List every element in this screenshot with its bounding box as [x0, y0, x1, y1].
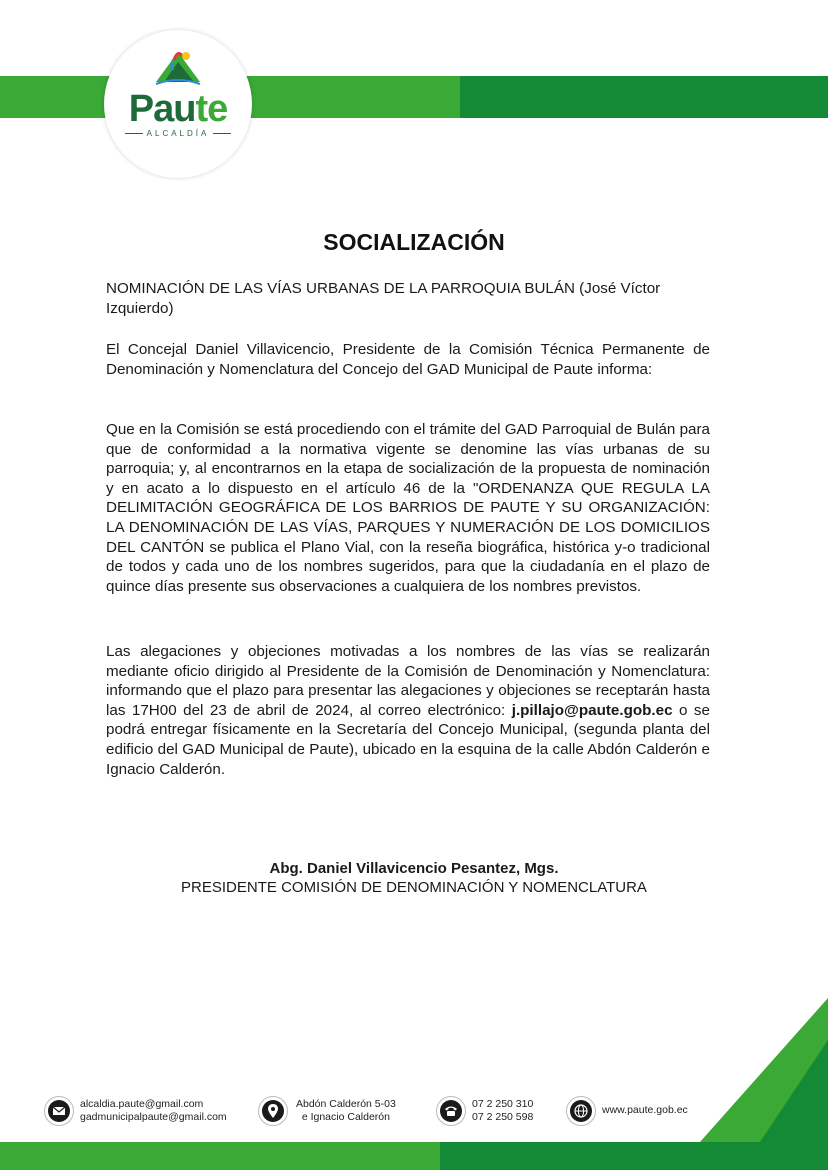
- mail-icon: [44, 1096, 74, 1126]
- logo-subtitle: ALCALDÍA: [104, 129, 252, 138]
- footer-phone-1[interactable]: 07 2 250 310: [472, 1098, 534, 1110]
- footer-address-1: Abdón Calderón 5-03: [296, 1098, 396, 1110]
- paragraph-intro: El Concejal Daniel Villavicencio, Presidente de la Comisión Técnica Permanente de Denominación y Nomenclatura del Concejo del GAD Municipal de Paute informa:: [106, 341, 710, 378]
- header-band-dark: [460, 76, 828, 118]
- phone-icon: [436, 1096, 466, 1126]
- footer-email-2[interactable]: gadmunicipalpaute@gmail.com: [80, 1111, 227, 1123]
- footer-phone-text: [472, 1098, 533, 1124]
- footer-address-text: [296, 1098, 396, 1124]
- instructions-text-b: o se podrá entregar físicamente en la Secretaría del Concejo Municipal, (segunda planta del edificio del GAD Municipal de Paute), ubicado en la esquina de la calle Abdón Calderón e Ignacio Calderón.: [106, 701, 710, 778]
- paute-logo: [104, 30, 252, 178]
- globe-icon: [566, 1096, 596, 1126]
- footer-email-1[interactable]: alcaldia.paute@gmail.com: [80, 1098, 204, 1110]
- footer-band: [0, 1142, 828, 1170]
- signature-name: Abg. Daniel Villavicencio Pesantez, Mgs.: [269, 860, 559, 877]
- paragraph-body: Que en la Comisión se está procediendo con el trámite del GAD Parroquial de Bulán para que de conformidad a la normativa vigente se denomine las vías urbanas de su parroquia; y, al encontrarnos en la etapa de socialización de la propuesta de nominación y en acato a lo dispuesto en el artículo 46 de la "ORDENANZA QUE REGULA LA DELIMITACIÓN GEOGRÁFICA DE LOS BARRIOS DE PAUTE Y SU ORGANIZACIÓN: LA DENOMINACIÓN DE LAS VÍAS, PARQUES Y NUMERACIÓN DE LOS DOMICILIOS DEL CANTÓN se publica el Plano Vial, con la reseña biográfica, histórica y-o tradicional de todos y cada uno de los nombres sugeridos, para que la ciudadanía en el plazo de quince días presente sus observaciones a cualquiera de los nombres previstos.: [106, 421, 710, 595]
- document-title: SOCIALIZACIÓN: [323, 229, 505, 255]
- paragraph-subject: NOMINACIÓN DE LAS VÍAS URBANAS DE LA PARROQUIA BULÁN (José Víctor Izquierdo): [106, 280, 661, 317]
- footer-address-2: e Ignacio Calderón: [301, 1111, 390, 1123]
- contact-email-link[interactable]: j.pillajo@paute.gob.ec: [511, 701, 673, 719]
- footer-email-text: [80, 1098, 227, 1124]
- footer-phone-2[interactable]: 07 2 250 598: [472, 1111, 534, 1123]
- footer-website-text[interactable]: www.paute.gob.ec: [602, 1104, 688, 1116]
- location-pin-icon: [258, 1096, 288, 1126]
- paragraph-instructions: [106, 642, 710, 779]
- instructions-text-a: Las alegaciones y objeciones motivadas a los nombres de las vías se realizarán mediante oficio dirigido al Presidente de la Comisión de Denominación y Nomenclatura: informando que el plazo para presentar las alegaciones y objeciones se receptarán hasta las 17H00 del 23 de abril de 2024, al correo electrónico:: [106, 643, 710, 719]
- signature-title: PRESIDENTE COMISIÓN DE DENOMINACIÓN Y NOMENCLATURA: [181, 879, 647, 896]
- logo-wordmark: Paute: [128, 88, 228, 130]
